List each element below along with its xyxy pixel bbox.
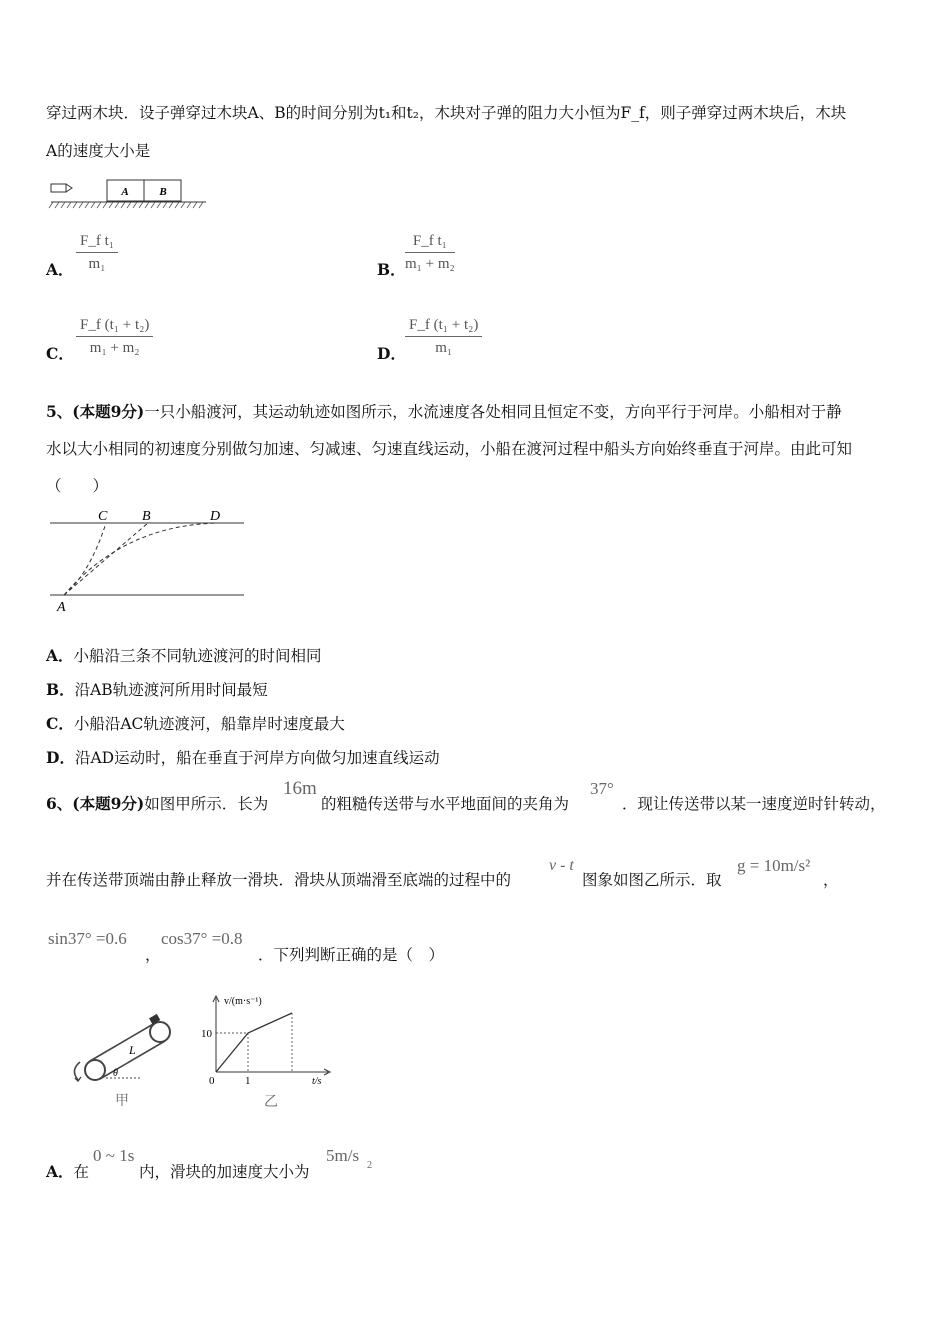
q6-sin: sin37° =0.6 [48, 929, 127, 948]
vt-line [216, 1013, 292, 1072]
q5-figure-river [46, 505, 248, 617]
q6-option-a-mid: 内，滑块的加速度大小为 [139, 1163, 310, 1181]
q4-option-a-label: A． [46, 260, 74, 279]
tick-x-1: 1 [245, 1075, 251, 1087]
fraction-denominator: m₁ + m₂ [89, 340, 140, 356]
q6-line1-end: ．现让传送带以某一速度逆时针转动， [622, 795, 886, 813]
q5-number: 5、 [46, 402, 73, 421]
block-b-label: B [159, 186, 167, 198]
q6-length: 16m [283, 778, 317, 799]
path-ac [64, 523, 106, 595]
q6-number: 6、 [46, 794, 73, 813]
point-b-label: B [142, 509, 151, 524]
q6-option-a-value: 5m/s [326, 1146, 360, 1165]
belt-upper [90, 1023, 155, 1061]
q6-comma: ， [145, 946, 161, 964]
path-ad [64, 523, 218, 595]
tick-y-10: 10 [201, 1028, 212, 1040]
x-axis-label: t/s [312, 1076, 322, 1087]
q5-option-a: A．小船沿三条不同轨迹渡河的时间相同 [46, 646, 322, 665]
q6-line3: ．下列判断正确的是（ ） [258, 946, 445, 964]
origin-label: 0 [209, 1075, 215, 1087]
caption-yi: 乙 [264, 1095, 278, 1110]
q4-line2: A的速度大小是 [46, 142, 151, 160]
path-ab [64, 523, 148, 595]
block-a-label: A [121, 186, 129, 198]
label-theta: θ [113, 1068, 118, 1079]
q6-option-a-exponent: 2 [367, 1160, 372, 1171]
fraction-numerator: F_f t₁ [80, 233, 114, 249]
q5-option-d: D．沿AD运动时，船在垂直于河岸方向做匀加速直线运动 [46, 748, 440, 767]
q6-option-a-range: 0 ~ 1s [93, 1146, 135, 1165]
q6-figure-yi-vt-graph [198, 992, 340, 1112]
q6-line2: 并在传送带顶端由静止释放一滑块．滑块从顶端滑至底端的过程中的 [46, 871, 512, 889]
fraction-denominator: m₁ + m₂ [405, 256, 455, 272]
q4-option-a-fraction [76, 233, 118, 273]
q4-option-d-fraction [405, 317, 482, 357]
q4-line1: 穿过两木块．设子弹穿过木块A、B的时间分别为t₁和t₂，木块对子弹的阻力大小恒为F_f，则子弹穿过两木块后，木块 [46, 104, 847, 122]
q6-cos: cos37° =0.8 [161, 929, 243, 948]
fraction-numerator: F_f (t₁ + t₂) [409, 317, 479, 333]
q5-option-b: B．沿AB轨迹渡河所用时间最短 [46, 680, 268, 699]
q5-score: (本题9分) [72, 402, 145, 421]
ground-hatch [49, 202, 203, 208]
q5-option-c: C．小船沿AC轨迹渡河，船靠岸时速度最大 [46, 714, 345, 733]
q5-line3: （ ） [46, 477, 109, 495]
q6-line1: 6、(本题9分)如图甲所示．长为 [46, 794, 269, 813]
q4-option-b-fraction [405, 233, 455, 273]
point-a-label: A [57, 600, 66, 615]
q6-line2-end: ， [823, 871, 839, 889]
q6-vt: v - t [549, 857, 574, 874]
point-d-label: D [210, 509, 221, 524]
y-axis-label: v/(m·s⁻¹) [224, 996, 262, 1007]
q5-line1: 5、(本题9分)一只小船渡河，其运动轨迹如图所示，水流速度各处相同且恒定不变，方向平行于河岸。小船相对于静 [46, 402, 842, 421]
q6-score: (本题9分) [72, 794, 145, 813]
fraction-denominator: m₁ [88, 256, 106, 272]
label-l: L [129, 1043, 136, 1057]
q4-option-d-label: D． [377, 344, 406, 363]
point-c-label: C [98, 509, 108, 524]
q6-option-a: A．在 [46, 1162, 90, 1181]
caption-jia: 甲 [115, 1094, 129, 1109]
q6-g-value: g = 10m/s² [737, 856, 811, 875]
q5-line2: 水以大小相同的初速度分别做匀加速、匀减速、匀速直线运动，小船在渡河过程中船头方向始终垂直于河岸。由此可知 [46, 440, 853, 458]
q6-line2-mid: 图象如图乙所示．取 [582, 871, 722, 889]
q6-angle: 37° [590, 779, 614, 798]
q6-figure-jia-conveyor [66, 1010, 178, 1112]
q4-option-c-label: C． [46, 344, 74, 363]
q6-line1-mid: 的粗糙传送带与水平地面间的夹角为 [321, 795, 570, 813]
q4-option-c-fraction [76, 317, 153, 357]
rotation-arrow-icon [74, 1062, 80, 1080]
fraction-numerator: F_f t₁ [412, 233, 447, 249]
q4-figure-bullet-blocks [48, 174, 213, 214]
fraction-numerator: F_f (t₁ + t₂) [80, 317, 150, 333]
q4-option-b-label: B． [377, 260, 406, 279]
fraction-denominator: m₁ [435, 340, 453, 356]
bullet-icon [51, 184, 72, 192]
